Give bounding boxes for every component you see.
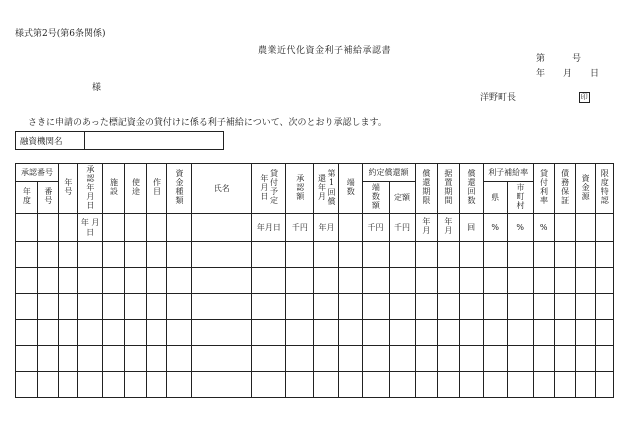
table-cell: [16, 242, 38, 268]
table-cell: [362, 346, 389, 372]
table-cell: [314, 268, 339, 294]
table-cell: [167, 346, 192, 372]
table-cell: [362, 242, 389, 268]
table-cell: [38, 268, 59, 294]
table-cell: [554, 346, 575, 372]
cell: [16, 214, 38, 242]
table-cell: [575, 242, 595, 268]
table-cell: [595, 268, 613, 294]
unit-repay-period: 年月: [415, 214, 437, 242]
unit-fraction-amount: 千円: [362, 214, 389, 242]
table-cell: [314, 294, 339, 320]
header-crop: 作目: [147, 164, 167, 214]
cell: [595, 214, 613, 242]
table-cell: [483, 242, 507, 268]
header-facility: 施設: [103, 164, 125, 214]
table-cell: [147, 346, 167, 372]
table-cell: [103, 268, 125, 294]
table-cell: [125, 242, 147, 268]
table-cell: [415, 320, 437, 346]
table-row: [16, 372, 614, 398]
table-cell: [507, 268, 533, 294]
header-municipality: 市町村: [507, 182, 533, 214]
table-cell: [38, 320, 59, 346]
table-cell: [192, 294, 252, 320]
unit-prefecture: %: [483, 214, 507, 242]
table-cell: [167, 294, 192, 320]
unit-approved-amount: 千円: [286, 214, 314, 242]
table-cell: [575, 268, 595, 294]
table-cell: [147, 294, 167, 320]
table-cell: [437, 372, 459, 398]
table-cell: [533, 320, 554, 346]
table-cell: [554, 294, 575, 320]
table-cell: [167, 372, 192, 398]
table-cell: [507, 372, 533, 398]
unit-loan-date: 年月日: [252, 214, 286, 242]
table-cell: [362, 294, 389, 320]
table-cell: [125, 268, 147, 294]
table-cell: [78, 372, 103, 398]
table-cell: [252, 268, 286, 294]
table-cell: [554, 242, 575, 268]
header-approval-no: 承認番号: [16, 164, 59, 182]
header-number: 番号: [38, 182, 59, 214]
table-cell: [59, 372, 78, 398]
table-cell: [167, 320, 192, 346]
table-cell: [38, 372, 59, 398]
cell: [575, 214, 595, 242]
table-cell: [252, 320, 286, 346]
table-cell: [286, 242, 314, 268]
form-number: 様式第2号(第6条関係): [15, 29, 106, 39]
unit-fixed-amount: 千円: [389, 214, 415, 242]
table-cell: [125, 372, 147, 398]
table-cell: [103, 346, 125, 372]
header-loan-date: 貸付予定年月日: [252, 164, 286, 214]
table-cell: [459, 346, 483, 372]
table-cell: [286, 372, 314, 398]
table-cell: [437, 242, 459, 268]
header-repay-period: 償還期限: [415, 164, 437, 214]
table-cell: [103, 372, 125, 398]
table-cell: [125, 294, 147, 320]
table-cell: [78, 346, 103, 372]
table-cell: [533, 268, 554, 294]
table-cell: [78, 294, 103, 320]
table-cell: [437, 346, 459, 372]
table-cell: [78, 268, 103, 294]
table-cell: [389, 242, 415, 268]
table-cell: [362, 320, 389, 346]
header-loan-rate: 貸付利率: [533, 164, 554, 214]
table-cell: [38, 346, 59, 372]
table-cell: [59, 346, 78, 372]
table-cell: [595, 242, 613, 268]
table-cell: [483, 346, 507, 372]
table-cell: [595, 320, 613, 346]
table-cell: [16, 320, 38, 346]
header-name: 氏名: [192, 164, 252, 214]
table-cell: [459, 294, 483, 320]
table-row: [16, 268, 614, 294]
table-cell: [339, 242, 362, 268]
table-cell: [38, 294, 59, 320]
issuer-line: [480, 90, 590, 103]
table-cell: [415, 346, 437, 372]
header-fraction-amount: 端数額: [362, 182, 389, 214]
document-title: 農業近代化資金利子補給承認書: [258, 46, 392, 56]
table-cell: [192, 242, 252, 268]
institution-table: [15, 131, 224, 150]
table-row: [16, 346, 614, 372]
table-cell: [147, 242, 167, 268]
header-approved-amount: 承認額: [286, 164, 314, 214]
table-cell: [339, 320, 362, 346]
header-approval-date: 承認年月日: [78, 164, 103, 214]
table-cell: [575, 294, 595, 320]
header-fund-type: 資金種類: [167, 164, 192, 214]
document-number-line: 第 号: [536, 54, 582, 64]
unit-approval-date: 年 月 日: [78, 214, 103, 242]
table-cell: [339, 268, 362, 294]
addressee-suffix: 様: [92, 83, 102, 93]
table-cell: [339, 372, 362, 398]
cell: [192, 214, 252, 242]
institution-value: [85, 132, 224, 150]
table-cell: [192, 268, 252, 294]
table-cell: [389, 268, 415, 294]
table-cell: [167, 268, 192, 294]
table-cell: [252, 346, 286, 372]
table-cell: [437, 320, 459, 346]
cell: [167, 214, 192, 242]
table-cell: [362, 372, 389, 398]
cell: [339, 214, 362, 242]
table-cell: [595, 294, 613, 320]
table-cell: [595, 346, 613, 372]
header-prefecture: 県: [483, 182, 507, 214]
table-cell: [103, 320, 125, 346]
unit-grace-period: 年月: [437, 214, 459, 242]
unit-loan-rate: %: [533, 214, 554, 242]
table-cell: [192, 320, 252, 346]
table-cell: [533, 242, 554, 268]
table-cell: [252, 372, 286, 398]
header-grace-period: 据置期間: [437, 164, 459, 214]
table-cell: [554, 372, 575, 398]
institution-label: 融資機関名: [16, 132, 85, 150]
table-cell: [507, 320, 533, 346]
cell: [125, 214, 147, 242]
table-cell: [16, 346, 38, 372]
table-cell: [507, 242, 533, 268]
header-first-repay: 第1回償還年月: [314, 164, 339, 214]
table-cell: [339, 294, 362, 320]
table-cell: [483, 372, 507, 398]
header-limit-special: 限度特認: [595, 164, 613, 214]
body-text: さきに申請のあった標記資金の貸付けに係る利子補給について、次のとおり承認します。: [28, 118, 387, 128]
header-subsidy-rate: 利子補給率: [483, 164, 533, 182]
unit-first-repay: 年月: [314, 214, 339, 242]
table-cell: [389, 372, 415, 398]
unit-municipality: %: [507, 214, 533, 242]
table-cell: [252, 242, 286, 268]
table-cell: [575, 346, 595, 372]
table-cell: [415, 372, 437, 398]
approval-table: [15, 163, 614, 398]
table-cell: [389, 294, 415, 320]
table-cell: [389, 320, 415, 346]
header-year: 年度: [16, 182, 38, 214]
table-cell: [314, 242, 339, 268]
table-cell: [507, 294, 533, 320]
table-cell: [192, 372, 252, 398]
header-repay-count: 償還回数: [459, 164, 483, 214]
table-cell: [314, 372, 339, 398]
table-cell: [167, 242, 192, 268]
table-cell: [147, 320, 167, 346]
unit-repay-count: 回: [459, 214, 483, 242]
table-cell: [459, 320, 483, 346]
table-cell: [103, 242, 125, 268]
cell: [59, 214, 78, 242]
table-cell: [16, 294, 38, 320]
issuer-name: 洋野町長: [480, 93, 517, 103]
table-cell: [483, 268, 507, 294]
table-cell: [78, 242, 103, 268]
table-cell: [389, 346, 415, 372]
table-cell: [192, 346, 252, 372]
units-row: [16, 214, 614, 242]
header-fund-source: 資金源: [575, 164, 595, 214]
table-cell: [286, 320, 314, 346]
table-cell: [459, 242, 483, 268]
table-cell: [507, 346, 533, 372]
table-cell: [533, 294, 554, 320]
table-cell: [437, 294, 459, 320]
table-cell: [38, 242, 59, 268]
cell: [103, 214, 125, 242]
table-cell: [483, 294, 507, 320]
header-agreed-repay: 約定償還額: [362, 164, 415, 182]
header-use: 使途: [125, 164, 147, 214]
table-cell: [362, 268, 389, 294]
table-cell: [252, 294, 286, 320]
table-cell: [533, 346, 554, 372]
table-cell: [314, 346, 339, 372]
table-cell: [125, 320, 147, 346]
table-cell: [533, 372, 554, 398]
cell: [38, 214, 59, 242]
table-cell: [459, 268, 483, 294]
table-cell: [575, 372, 595, 398]
table-cell: [286, 268, 314, 294]
table-cell: [78, 320, 103, 346]
cell: [554, 214, 575, 242]
table-cell: [554, 268, 575, 294]
empty-rows: [16, 242, 614, 398]
table-cell: [59, 268, 78, 294]
table-cell: [59, 294, 78, 320]
table-cell: [125, 346, 147, 372]
table-cell: [16, 268, 38, 294]
table-row: [16, 242, 614, 268]
table-cell: [415, 242, 437, 268]
header-fraction: 端数: [339, 164, 362, 214]
table-cell: [575, 320, 595, 346]
table-row: [16, 294, 614, 320]
table-cell: [286, 346, 314, 372]
table-cell: [59, 242, 78, 268]
document-date-line: 年 月 日: [536, 69, 600, 79]
table-cell: [415, 268, 437, 294]
table-cell: [437, 268, 459, 294]
table-cell: [147, 268, 167, 294]
table-cell: [16, 372, 38, 398]
table-cell: [286, 294, 314, 320]
table-cell: [595, 372, 613, 398]
table-cell: [415, 294, 437, 320]
header-nen-go: 年号: [59, 164, 78, 214]
table-cell: [483, 320, 507, 346]
header-guarantee: 債務保証: [554, 164, 575, 214]
seal-mark: 印: [580, 93, 588, 101]
header-fixed-amount: 定額: [389, 182, 415, 214]
table-cell: [147, 372, 167, 398]
table-row: [16, 320, 614, 346]
table-cell: [339, 346, 362, 372]
table-cell: [59, 320, 78, 346]
table-cell: [314, 320, 339, 346]
table-cell: [459, 372, 483, 398]
table-cell: [554, 320, 575, 346]
cell: [147, 214, 167, 242]
table-cell: [103, 294, 125, 320]
